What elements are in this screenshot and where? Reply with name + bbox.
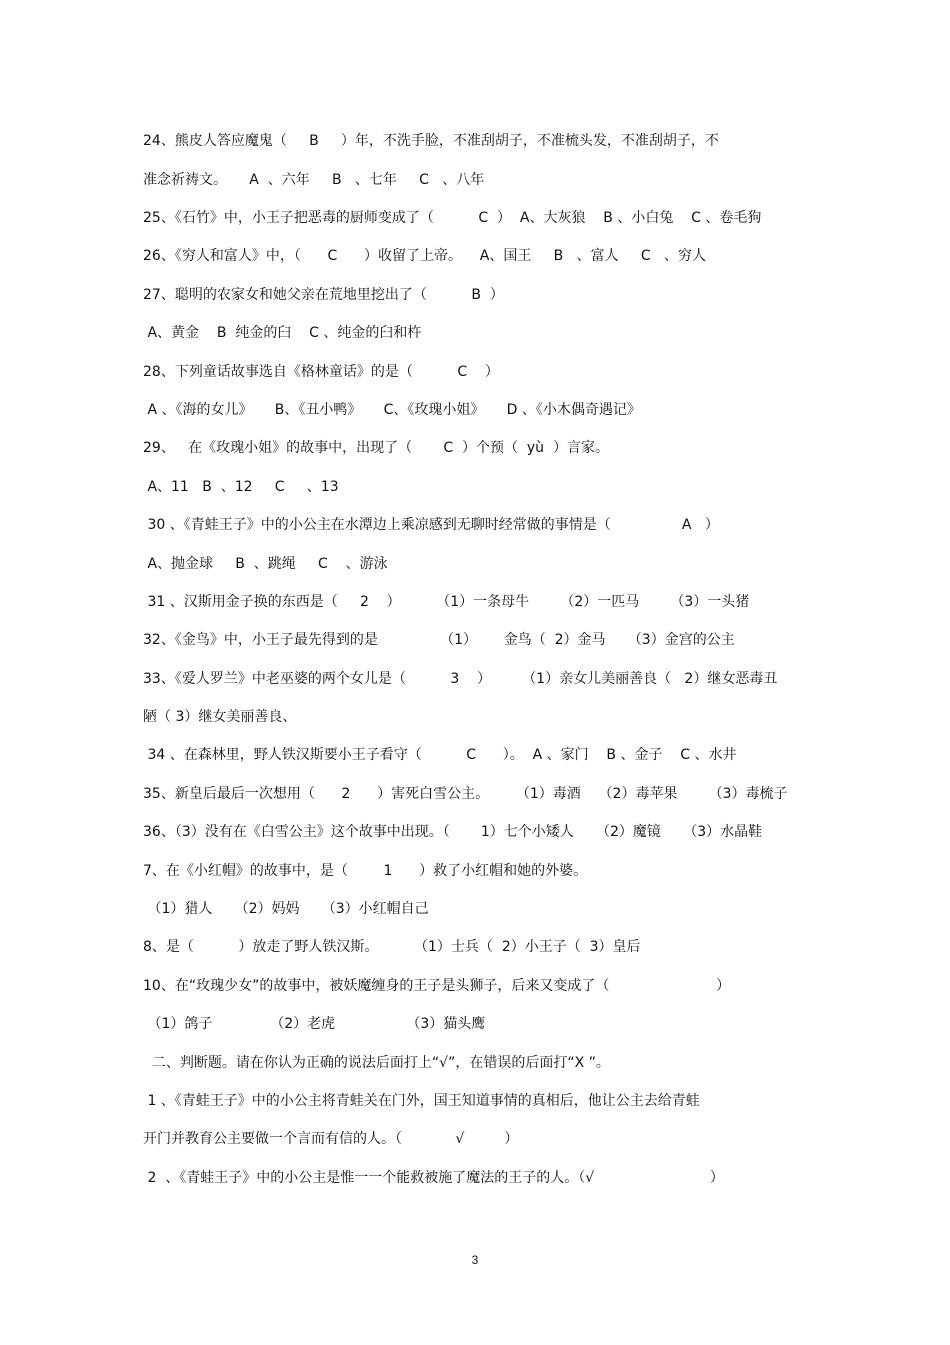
text-line-5: 27、聪明的农家女和她父亲在荒地里挖出了（ B ） xyxy=(143,287,504,303)
text-line-7: 28、下列童话故事选自《格林童话》的是（ C ） xyxy=(143,364,499,380)
text-line-2: 准念祈祷文。 A 、六年 B 、七年 C 、八年 xyxy=(143,172,485,188)
page-number: 3 xyxy=(471,1253,479,1267)
text-line-3: 25、《石竹》中，小王子把恶毒的厨师变成了（ C ） A、大灰狼 B 、小白兔 C 、卷毛狗 xyxy=(143,210,762,226)
text-line-21: （1）猎人 （2）妈妈 （3）小红帽自己 xyxy=(143,901,429,917)
text-line-1: 24、熊皮人答应魔鬼（ B ）年，不洗手脸，不准刮胡子，不准梳头发，不准刮胡子，不 xyxy=(143,133,719,149)
section-heading: 二、判断题。请在你认为正确的说法后面打上“√”，在错误的后面打“X ”。 xyxy=(143,1055,610,1071)
text-line-22: 8、是（ ）放走了野人铁汉斯。 （1）士兵（ 2）小王子（ 3）皇后 xyxy=(143,939,641,955)
text-line-11: 30 、《青蛙王子》中的小公主在水潭边上乘凉感到无聊时经常做的事情是（ A ） xyxy=(143,517,719,533)
text-line-19: 36、（3）没有在《白雪公主》这个故事中出现。（ 1）七个小矮人 （2）魔镜 （3）水晶鞋 xyxy=(143,824,763,840)
text-line-26: 1 、《青蛙王子》中的小公主将青蛙关在门外，国王知道事情的真相后，他让公主去给青蛙 xyxy=(143,1093,700,1109)
text-line-10: A、11 B 、12 C 、13 xyxy=(143,479,339,495)
text-line-9: 29、 在《玫瑰小姐》的故事中，出现了（ C ）个预（ yù ）言家。 xyxy=(143,440,609,456)
text-line-24: （1）鸽子 （2）老虎 （3）猫头鹰 xyxy=(143,1016,486,1032)
text-line-23: 10、在“玫瑰少女”的故事中，被妖魔缠身的王子是头狮子，后来又变成了（ ） xyxy=(143,978,731,994)
text-line-15: 33、《爱人罗兰》中老巫婆的两个女儿是（ 3 ） （1）亲女儿美丽善良（ 2）继女恶毒丑 xyxy=(143,671,778,687)
text-line-18: 35、新皇后最后一次想用（ 2 ）害死白雪公主。 （1）毒酒 （2）毒苹果 （3）毒梳子 xyxy=(143,786,788,802)
text-line-17: 34 、在森林里，野人铁汉斯要小王子看守（ C ）。 A 、家门 B 、金子 C 、水井 xyxy=(143,747,737,763)
text-line-8: A 、《海的女儿》 B、《丑小鸭》 C、《玫瑰小姐》 D 、《小木偶奇遇记》 xyxy=(143,402,641,418)
text-line-12: A、抛金球 B 、跳绳 C 、游泳 xyxy=(143,556,388,572)
text-line-28: 2 、《青蛙王子》中的小公主是惟一一个能救被施了魔法的王子的人。（√ ） xyxy=(143,1170,724,1186)
text-line-20: 7、在《小红帽》的故事中，是（ 1 ）救了小红帽和她的外婆。 xyxy=(143,863,588,879)
text-line-27: 开门并教育公主要做一个言而有信的人。（ √ ） xyxy=(143,1131,519,1147)
text-line-6: A、黄金 B 纯金的臼 C 、纯金的臼和杵 xyxy=(143,325,422,341)
text-line-13: 31 、汉斯用金子换的东西是（ 2 ） （1）一条母牛 （2）一匹马 （3）一头猪 xyxy=(143,594,750,610)
text-line-14: 32、《金鸟》中，小王子最先得到的是 （1） 金鸟（ 2）金马 （3）金宫的公主 xyxy=(143,632,735,648)
text-line-4: 26、《穷人和富人》中，（ C ）收留了上帝。 A、国王 B 、富人 C 、穷人 xyxy=(143,248,706,264)
text-line-16: 陋（ 3）继女美丽善良、 xyxy=(143,709,297,725)
